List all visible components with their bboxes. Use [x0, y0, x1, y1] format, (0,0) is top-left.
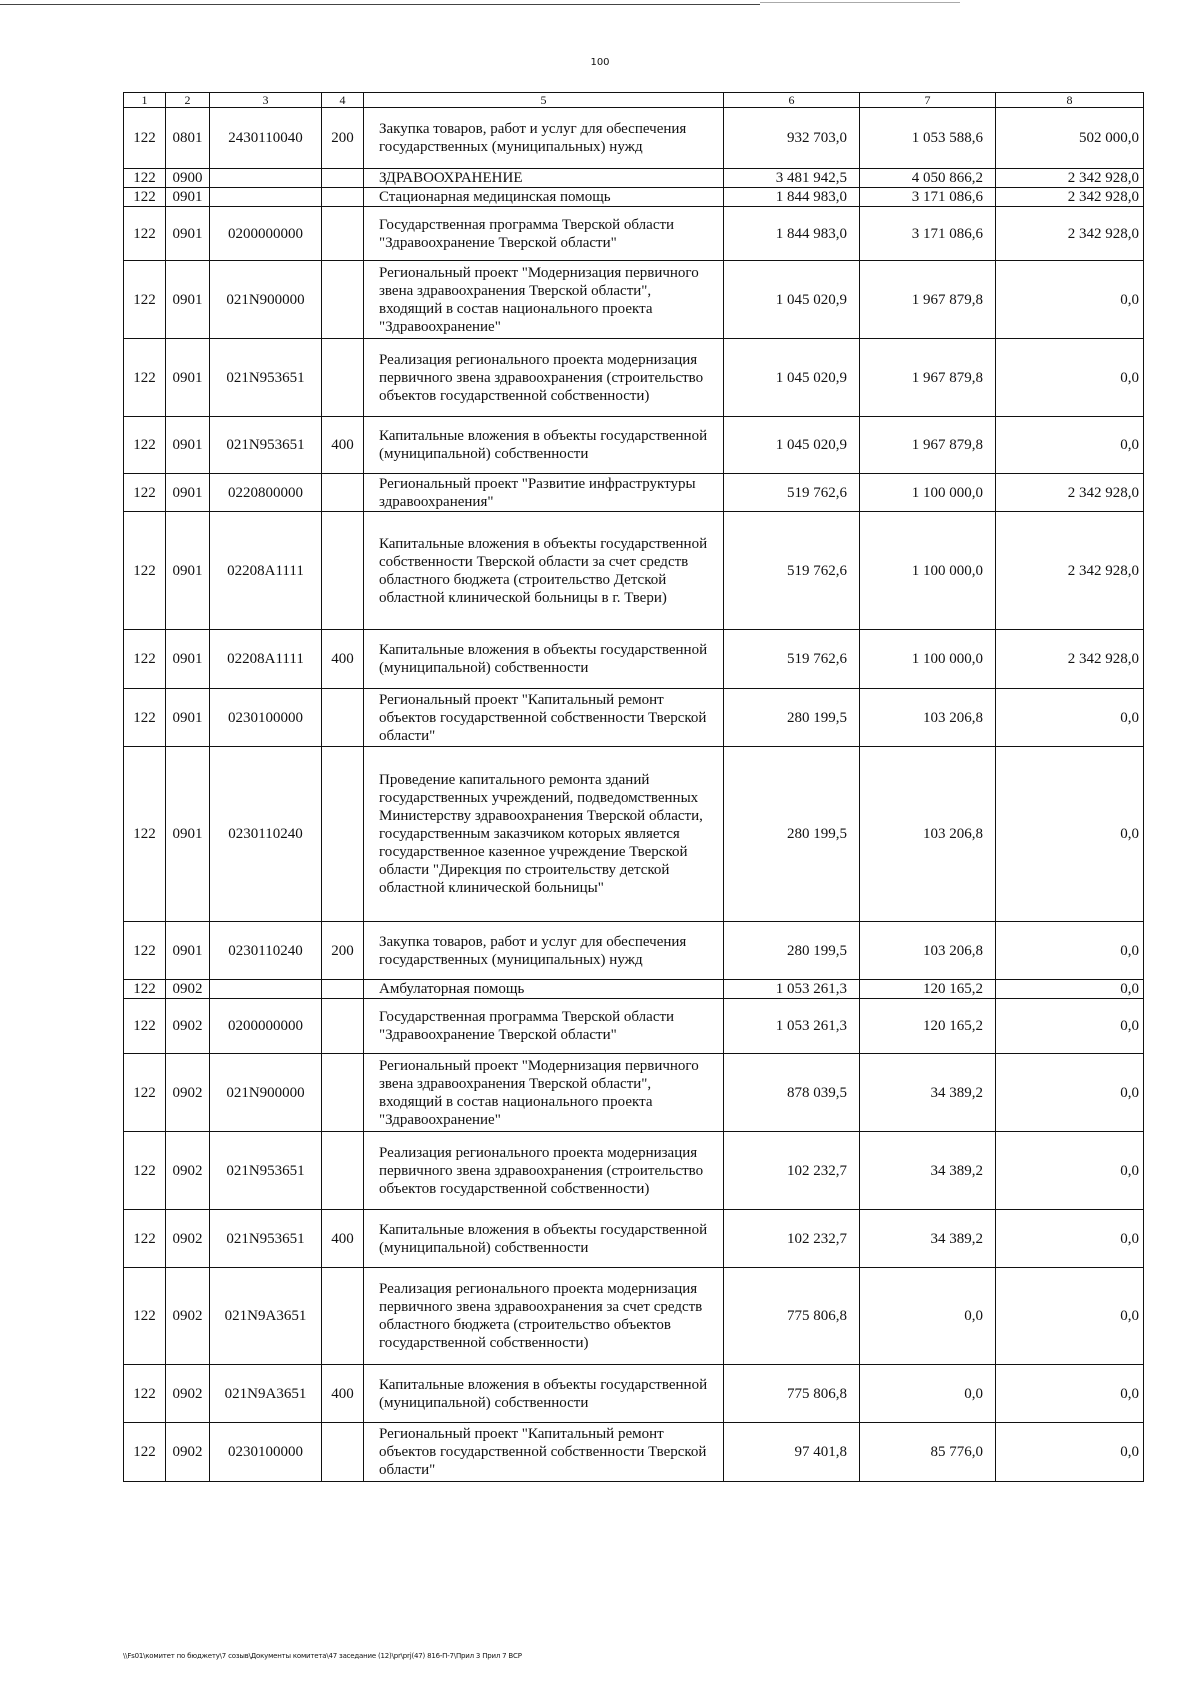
section-code: 0902 [166, 1423, 210, 1482]
row-description: ЗДРАВООХРАНЕНИЕ [364, 169, 724, 188]
target-article-code: 0230110240 [210, 747, 322, 922]
value-col-8: 0,0 [996, 1365, 1144, 1423]
expense-type-code [322, 339, 364, 417]
table-row [124, 339, 1144, 417]
value-col-7: 85 776,0 [860, 1423, 996, 1482]
row-code-1: 122 [124, 747, 166, 922]
row-code-1: 122 [124, 261, 166, 339]
section-code: 0901 [166, 339, 210, 417]
expense-type-code [322, 689, 364, 747]
table-row [124, 169, 1144, 188]
value-col-8: 0,0 [996, 922, 1144, 980]
row-description: Государственная программа Тверской области "Здравоохранение Тверской области" [364, 207, 724, 261]
table-row [124, 207, 1144, 261]
value-col-7: 1 967 879,8 [860, 417, 996, 474]
table-row [124, 630, 1144, 689]
value-col-6: 1 844 983,0 [724, 188, 860, 207]
target-article-code: 0200000000 [210, 207, 322, 261]
expense-type-code [322, 1132, 364, 1210]
value-col-7: 1 967 879,8 [860, 261, 996, 339]
table-row [124, 980, 1144, 999]
row-code-1: 122 [124, 1054, 166, 1132]
table-row [124, 999, 1144, 1054]
row-description: Региональный проект "Капитальный ремонт объектов государственной собственности Тверской области" [364, 1423, 724, 1482]
row-code-1: 122 [124, 922, 166, 980]
value-col-8: 0,0 [996, 747, 1144, 922]
expense-type-code: 200 [322, 922, 364, 980]
column-header: 1 [124, 93, 166, 108]
value-col-8: 0,0 [996, 980, 1144, 999]
column-header: 3 [210, 93, 322, 108]
row-code-1: 122 [124, 169, 166, 188]
row-description: Региональный проект "Модернизация первичного звена здравоохранения Тверской области", входящий в состав национального проекта "Здравоохранение" [364, 261, 724, 339]
section-code: 0901 [166, 689, 210, 747]
table-row [124, 747, 1144, 922]
section-code: 0901 [166, 474, 210, 512]
value-col-8: 2 342 928,0 [996, 207, 1144, 261]
value-col-6: 1 844 983,0 [724, 207, 860, 261]
value-col-8: 2 342 928,0 [996, 630, 1144, 689]
target-article-code: 021N953651 [210, 1132, 322, 1210]
row-code-1: 122 [124, 512, 166, 630]
row-code-1: 122 [124, 417, 166, 474]
value-col-8: 2 342 928,0 [996, 474, 1144, 512]
value-col-7: 1 100 000,0 [860, 630, 996, 689]
column-header: 8 [996, 93, 1144, 108]
value-col-8: 0,0 [996, 261, 1144, 339]
expense-type-code [322, 1423, 364, 1482]
value-col-6: 1 045 020,9 [724, 417, 860, 474]
table-row [124, 1210, 1144, 1268]
budget-table [123, 92, 1144, 1482]
row-code-1: 122 [124, 1132, 166, 1210]
row-description: Капитальные вложения в объекты государственной (муниципальной) собственности [364, 1210, 724, 1268]
value-col-7: 3 171 086,6 [860, 188, 996, 207]
target-article-code: 02208A1111 [210, 630, 322, 689]
expense-type-code [322, 1054, 364, 1132]
value-col-7: 103 206,8 [860, 747, 996, 922]
table-row [124, 417, 1144, 474]
row-description: Капитальные вложения в объекты государственной собственности Тверской области за счет средств областного бюджета (строительство Детской областной клинической больницы в г. Твери) [364, 512, 724, 630]
section-code: 0901 [166, 630, 210, 689]
table-row [124, 922, 1144, 980]
value-col-7: 1 967 879,8 [860, 339, 996, 417]
section-code: 0902 [166, 1054, 210, 1132]
section-code: 0901 [166, 207, 210, 261]
row-description: Региональный проект "Капитальный ремонт объектов государственной собственности Тверской области" [364, 689, 724, 747]
row-code-1: 122 [124, 108, 166, 169]
expense-type-code: 400 [322, 1365, 364, 1423]
target-article-code: 0200000000 [210, 999, 322, 1054]
value-col-6: 878 039,5 [724, 1054, 860, 1132]
table-row [124, 261, 1144, 339]
target-article-code: 021N900000 [210, 1054, 322, 1132]
table-row [124, 689, 1144, 747]
scan-artifact-line [760, 2, 960, 3]
expense-type-code: 400 [322, 630, 364, 689]
row-code-1: 122 [124, 207, 166, 261]
value-col-7: 4 050 866,2 [860, 169, 996, 188]
value-col-6: 97 401,8 [724, 1423, 860, 1482]
value-col-6: 3 481 942,5 [724, 169, 860, 188]
value-col-7: 34 389,2 [860, 1054, 996, 1132]
value-col-8: 0,0 [996, 1132, 1144, 1210]
column-header: 4 [322, 93, 364, 108]
section-code: 0902 [166, 1268, 210, 1365]
value-col-8: 0,0 [996, 999, 1144, 1054]
expense-type-code [322, 512, 364, 630]
value-col-6: 280 199,5 [724, 922, 860, 980]
expense-type-code [322, 980, 364, 999]
expense-type-code [322, 999, 364, 1054]
expense-type-code: 400 [322, 1210, 364, 1268]
value-col-8: 2 342 928,0 [996, 512, 1144, 630]
column-header: 6 [724, 93, 860, 108]
value-col-6: 280 199,5 [724, 747, 860, 922]
expense-type-code [322, 188, 364, 207]
value-col-7: 120 165,2 [860, 980, 996, 999]
expense-type-code [322, 474, 364, 512]
table-row [124, 1054, 1144, 1132]
value-col-7: 3 171 086,6 [860, 207, 996, 261]
expense-type-code [322, 747, 364, 922]
table-row [124, 1365, 1144, 1423]
row-description: Государственная программа Тверской области "Здравоохранение Тверской области" [364, 999, 724, 1054]
row-description: Региональный проект "Развитие инфраструктуры здравоохранения" [364, 474, 724, 512]
target-article-code: 0230100000 [210, 1423, 322, 1482]
section-code: 0900 [166, 169, 210, 188]
row-description: Проведение капитального ремонта зданий государственных учреждений, подведомственных Министерству здравоохранения Тверской области, государственным заказчиком которых является государственное казенное учреждение Тверской области "Дирекция по строительству детской областной клинической больницы" [364, 747, 724, 922]
column-header: 5 [364, 93, 724, 108]
row-code-1: 122 [124, 188, 166, 207]
section-code: 0801 [166, 108, 210, 169]
row-description: Региональный проект "Модернизация первичного звена здравоохранения Тверской области", входящий в состав национального проекта "Здравоохранение" [364, 1054, 724, 1132]
target-article-code: 021N9A3651 [210, 1268, 322, 1365]
value-col-8: 2 342 928,0 [996, 188, 1144, 207]
target-article-code: 021N900000 [210, 261, 322, 339]
row-code-1: 122 [124, 999, 166, 1054]
row-description: Закупка товаров, работ и услуг для обеспечения государственных (муниципальных) нужд [364, 922, 724, 980]
value-col-6: 1 045 020,9 [724, 261, 860, 339]
value-col-7: 103 206,8 [860, 922, 996, 980]
section-code: 0902 [166, 980, 210, 999]
row-code-1: 122 [124, 339, 166, 417]
row-description: Реализация регионального проекта модернизация первичного звена здравоохранения (строительство объектов государственной собственности) [364, 339, 724, 417]
row-description: Капитальные вложения в объекты государственной (муниципальной) собственности [364, 417, 724, 474]
row-description: Стационарная медицинская помощь [364, 188, 724, 207]
target-article-code: 021N953651 [210, 339, 322, 417]
row-code-1: 122 [124, 1268, 166, 1365]
table-row [124, 1132, 1144, 1210]
section-code: 0901 [166, 417, 210, 474]
value-col-8: 0,0 [996, 1423, 1144, 1482]
value-col-6: 1 053 261,3 [724, 980, 860, 999]
row-description: Закупка товаров, работ и услуг для обеспечения государственных (муниципальных) нужд [364, 108, 724, 169]
column-number-header-row [124, 93, 1144, 108]
table-row [124, 474, 1144, 512]
value-col-6: 519 762,6 [724, 630, 860, 689]
value-col-7: 120 165,2 [860, 999, 996, 1054]
row-description: Реализация регионального проекта модернизация первичного звена здравоохранения за счет средств областного бюджета (строительство объектов государственной собственности) [364, 1268, 724, 1365]
value-col-6: 775 806,8 [724, 1365, 860, 1423]
value-col-7: 1 100 000,0 [860, 474, 996, 512]
value-col-7: 0,0 [860, 1268, 996, 1365]
section-code: 0901 [166, 922, 210, 980]
footer-file-path: \\Fs01\комитет по бюджету\7 созыв\Документы комитета\47 заседание (12)\pr\prj(47) 816-П-7\Прил 3 Прил 7 ВСР [123, 1652, 522, 1660]
target-article-code [210, 980, 322, 999]
value-col-6: 932 703,0 [724, 108, 860, 169]
table-row [124, 1268, 1144, 1365]
target-article-code [210, 169, 322, 188]
row-description: Амбулаторная помощь [364, 980, 724, 999]
expense-type-code [322, 169, 364, 188]
value-col-6: 102 232,7 [724, 1210, 860, 1268]
section-code: 0901 [166, 261, 210, 339]
value-col-6: 102 232,7 [724, 1132, 860, 1210]
value-col-7: 0,0 [860, 1365, 996, 1423]
row-code-1: 122 [124, 689, 166, 747]
table-body [124, 108, 1144, 1482]
value-col-6: 1 053 261,3 [724, 999, 860, 1054]
section-code: 0902 [166, 1365, 210, 1423]
table-row [124, 1423, 1144, 1482]
value-col-6: 519 762,6 [724, 512, 860, 630]
target-article-code: 02208A1111 [210, 512, 322, 630]
row-code-1: 122 [124, 630, 166, 689]
value-col-6: 1 045 020,9 [724, 339, 860, 417]
value-col-6: 280 199,5 [724, 689, 860, 747]
target-article-code: 0230110240 [210, 922, 322, 980]
expense-type-code: 400 [322, 417, 364, 474]
value-col-8: 0,0 [996, 1210, 1144, 1268]
section-code: 0901 [166, 188, 210, 207]
target-article-code: 021N953651 [210, 417, 322, 474]
value-col-8: 0,0 [996, 1268, 1144, 1365]
scan-artifact-line [0, 4, 760, 5]
section-code: 0901 [166, 747, 210, 922]
value-col-7: 34 389,2 [860, 1210, 996, 1268]
value-col-7: 1 053 588,6 [860, 108, 996, 169]
expense-type-code: 200 [322, 108, 364, 169]
section-code: 0902 [166, 1210, 210, 1268]
row-code-1: 122 [124, 1365, 166, 1423]
table-row [124, 188, 1144, 207]
value-col-8: 2 342 928,0 [996, 169, 1144, 188]
target-article-code: 0230100000 [210, 689, 322, 747]
row-code-1: 122 [124, 980, 166, 999]
table-row [124, 108, 1144, 169]
row-description: Реализация регионального проекта модернизация первичного звена здравоохранения (строительство объектов государственной собственности) [364, 1132, 724, 1210]
column-header: 2 [166, 93, 210, 108]
expense-type-code [322, 207, 364, 261]
row-code-1: 122 [124, 1210, 166, 1268]
section-code: 0901 [166, 512, 210, 630]
target-article-code: 021N953651 [210, 1210, 322, 1268]
row-code-1: 122 [124, 1423, 166, 1482]
table-row [124, 512, 1144, 630]
value-col-6: 519 762,6 [724, 474, 860, 512]
value-col-8: 0,0 [996, 417, 1144, 474]
value-col-8: 0,0 [996, 339, 1144, 417]
value-col-8: 502 000,0 [996, 108, 1144, 169]
value-col-7: 103 206,8 [860, 689, 996, 747]
value-col-7: 34 389,2 [860, 1132, 996, 1210]
row-code-1: 122 [124, 474, 166, 512]
value-col-8: 0,0 [996, 689, 1144, 747]
expense-type-code [322, 1268, 364, 1365]
value-col-7: 1 100 000,0 [860, 512, 996, 630]
row-description: Капитальные вложения в объекты государственной (муниципальной) собственности [364, 1365, 724, 1423]
section-code: 0902 [166, 999, 210, 1054]
value-col-8: 0,0 [996, 1054, 1144, 1132]
target-article-code: 021N9A3651 [210, 1365, 322, 1423]
target-article-code [210, 188, 322, 207]
section-code: 0902 [166, 1132, 210, 1210]
expense-type-code [322, 261, 364, 339]
target-article-code: 2430110040 [210, 108, 322, 169]
row-description: Капитальные вложения в объекты государственной (муниципальной) собственности [364, 630, 724, 689]
value-col-6: 775 806,8 [724, 1268, 860, 1365]
column-header: 7 [860, 93, 996, 108]
page-number: 100 [590, 57, 610, 68]
target-article-code: 0220800000 [210, 474, 322, 512]
